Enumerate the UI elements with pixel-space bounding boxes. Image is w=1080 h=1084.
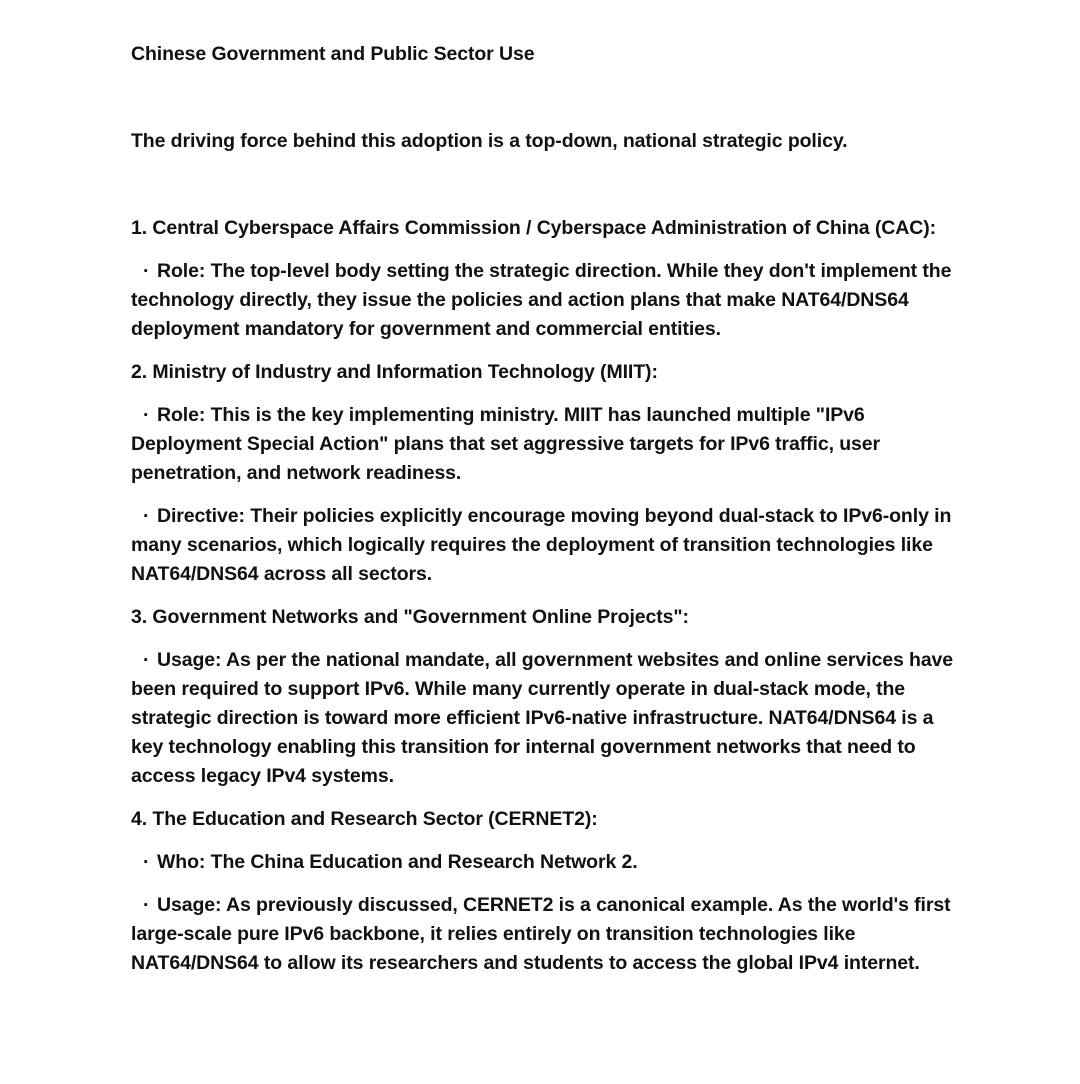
section-4-heading: 4. The Education and Research Sector (CERNET2): xyxy=(131,808,598,830)
bullet-text: Usage: As per the national mandate, all government websites and online services have been required to support IPv6. While many currently operate in dual-stack mode, the strategic direction is toward more efficient IPv6-native infrastructure. NAT64/DNS64 is a key technology enabling this transition for internal government networks that need to access legacy IPv4 systems. xyxy=(131,649,954,787)
bullet-dot-icon: · xyxy=(143,260,150,282)
section-2-bullet-2 xyxy=(131,502,961,589)
section-3-bullet-1 xyxy=(131,646,961,791)
bullet-text: Role: This is the key implementing ministry. MIIT has launched multiple "IPv6 Deployment Special Action" plans that set aggressive targets for IPv6 traffic, user penetration, and network readiness. xyxy=(131,404,881,484)
section-3-heading: 3. Government Networks and "Government Online Projects": xyxy=(131,606,689,628)
bullet-dot-icon: · xyxy=(143,404,150,426)
section-1-bullet-1 xyxy=(131,257,961,344)
bullet-text: Who: The China Education and Research Network 2. xyxy=(157,851,638,873)
bullet-dot-icon: · xyxy=(143,505,150,527)
bullet-text: Directive: Their policies explicitly encourage moving beyond dual-stack to IPv6-only in many scenarios, which logically requires the deployment of transition technologies like NAT64/DNS64 across all sectors. xyxy=(131,505,952,585)
section-4-bullet-2 xyxy=(131,891,961,978)
bullet-text: Usage: As previously discussed, CERNET2 is a canonical example. As the world's first large-scale pure IPv6 backbone, it relies entirely on transition technologies like NAT64/DNS64 to allow its researchers and students to access the global IPv4 internet. xyxy=(131,894,951,974)
section-1-heading: 1. Central Cyberspace Affairs Commission / Cyberspace Administration of China (CAC): xyxy=(131,217,936,239)
document-page xyxy=(131,40,961,992)
document-title: Chinese Government and Public Sector Use xyxy=(131,43,535,65)
section-4-bullet-1 xyxy=(131,848,961,877)
bullet-dot-icon: · xyxy=(143,851,150,873)
bullet-dot-icon: · xyxy=(143,894,150,916)
section-2-bullet-1 xyxy=(131,401,961,488)
intro-paragraph: The driving force behind this adoption is a top-down, national strategic policy. xyxy=(131,130,848,152)
section-2-heading: 2. Ministry of Industry and Information Technology (MIIT): xyxy=(131,361,658,383)
bullet-dot-icon: · xyxy=(143,649,150,671)
bullet-text: Role: The top-level body setting the strategic direction. While they don't implement the technology directly, they issue the policies and action plans that make NAT64/DNS64 deployment mandatory for government and commercial entities. xyxy=(131,260,952,340)
